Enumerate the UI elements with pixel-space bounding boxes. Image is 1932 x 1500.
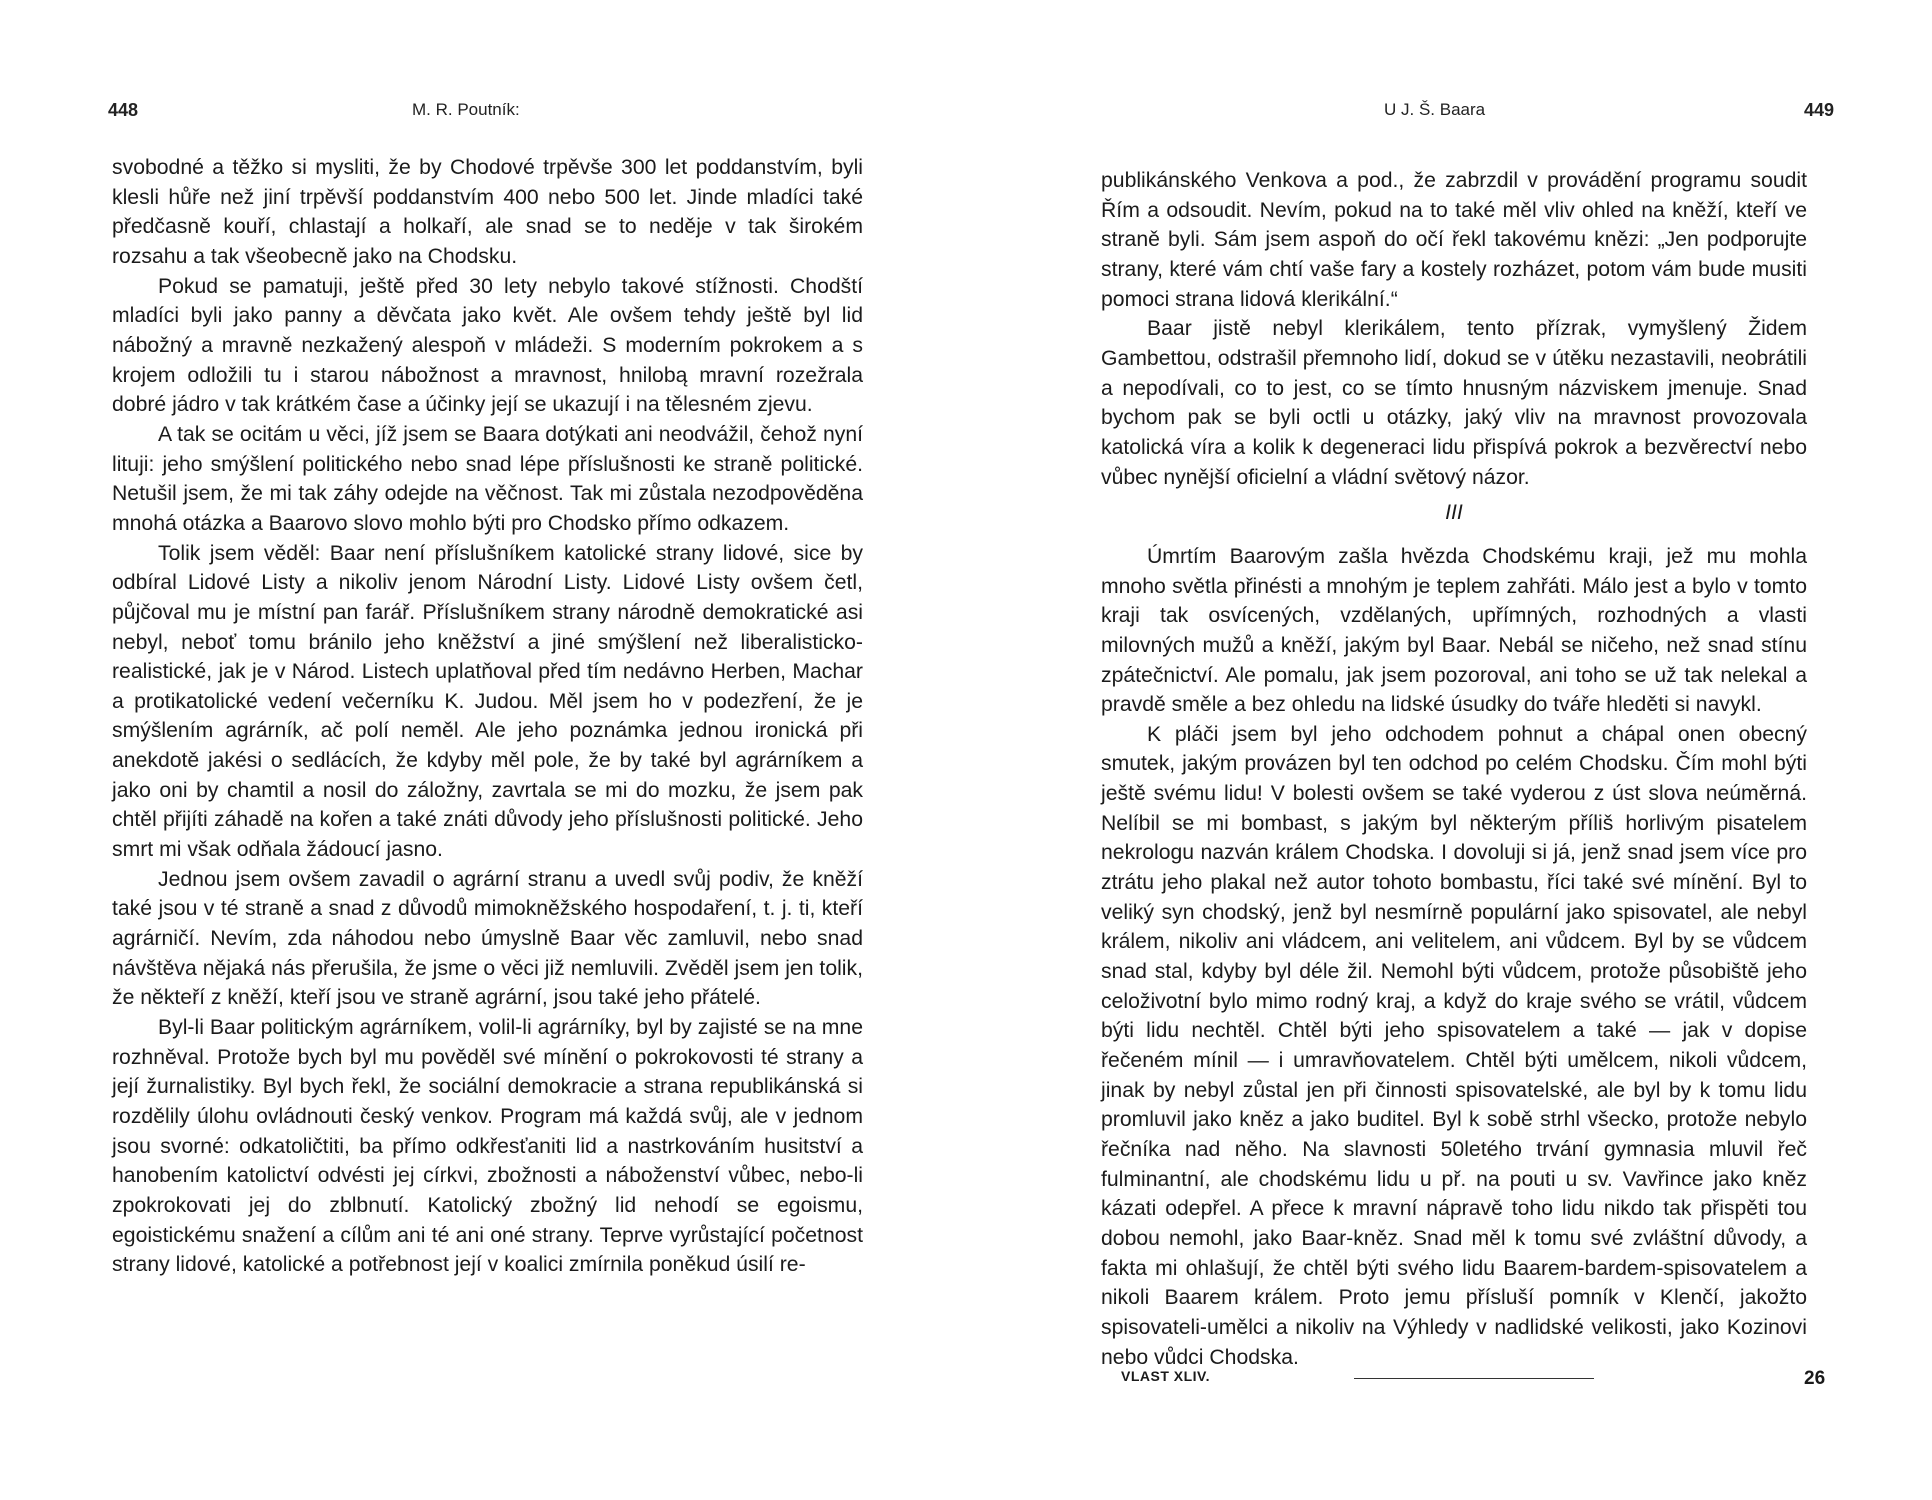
right-running-head: U J. Š. Baara — [1384, 100, 1486, 119]
left-paragraph-1: svobodné a těžko si mysliti, že by Chodové trpěvše 300 let poddanstvím, byli klesli hůře než jiní trpěvší poddanstvím 400 nebo 500 let. Jinde mladíci také předčasně kouří, chlastají a holkaří, ale snad se to neděje v tak širokém rozsahu a tak všeobecně jako na Chodsku. — [112, 156, 863, 268]
left-paragraph-5: Jednou jsem ovšem zavadil o agrární stranu a uvedl svůj podiv, že kněží také jsou v té straně a snad z důvodů mimokněžského hospodaření, t. j. ti, kteří agrárničí. Nevím, zda náhodou nebo úmyslně Baar věc zamluvil, nebo snad návštěva nějaká nás přerušila, že jsme o věci již nemluvili. Zvěděl jsem jen tolik, že někteří z kněží, kteří jsou ve straně agrární, jsou také jeho přátelé. — [112, 867, 863, 1010]
left-paragraph-2: Pokud se pamatuji, ještě před 30 lety nebylo takové stížnosti. Chodští mladíci byli jako panny a děvčata jako květ. Ale ovšem tehdy ještě byl lid nábožný a mravně nezkažený alespoň v mládeži. S moderním pokrokem a s krojem odložili tu i starou nábožnost a mravnost, hnilobą mravní rozežrala dobré jádro v tak krátkém čase a účinky její se ukazují i na tělesném zjevu. — [112, 274, 863, 417]
section-break-numeral: III — [1445, 501, 1463, 525]
footer-rule — [1354, 1378, 1594, 1379]
left-paragraph-4: Tolik jsem věděl: Baar není příslušníkem katolické strany lidové, sice by odbíral Lidové Listy a nikoliv jenom Národní Listy. Lidové Listy ovšem četl, půjčoval mu je místní pan farář. Příslušníkem strany národně demokratické asi nebyl, neboť tomu bránilo jeho kněžství a jiné smýšlení než liberalisticko-realistické, jak je v Národ. Listech uplatňoval před tím nedávno Herben, Machar a protikatolické vedení večerníku K. Judou. Měl jsem ho v podezření, že je smýšlením agrárník, ač polí neměl. Ale jeho poznámka jednou ironická při anekdotě jakési o sedlácích, že kdyby měl pole, že by také byl agrárníkem a jako oni by chamtil a nosil do záložny, zavrtala se mi do mozku, že jsem pak chtěl přijíti záhadě na kořen a také znáti důvody jeho příslušnosti politické. Jeho smrt mi však odňala žádoucí jasno. — [112, 541, 863, 862]
left-page-number: 448 — [108, 100, 139, 120]
sheet-number: 26 — [1804, 1368, 1826, 1389]
right-paragraph-2: Baar jistě nebyl klerikálem, tento přízrak, vymyšlený Židem Gambettou, odstrašil přemnoho lidí, dokud se v útěku nezastavili, neobrátili a nepodívali, co to jest, co se tímto hnusným názviskem jmenuje. Snad bychom pak se byli octli u otázky, jaký vliv na mravnost provozovala katolická víra a kolik k degeneraci lidu přispívá pokrok a bezvěrectví nebo vůbec nynější oficielní a vládní světový názor. — [1101, 317, 1807, 489]
left-running-head: M. R. Poutník: — [412, 100, 520, 119]
right-text-column — [1101, 166, 1807, 1372]
right-paragraph-3: Úmrtím Baarovým zašla hvězda Chodskému kraji, jež mu mohla mnoho světla přinésti a mnohým je teplem zahřáti. Málo jest a bylo v tomto kraji tak osvícených, vzdělaných, upřímných, rozhodných a vlasti milovných mužů a kněží, jakým byl Baar. Nebál se ničeho, než snad stínu zpátečnictví. Ale pomalu, jak jsem pozoroval, ani toho se už tak nelekal a pravdě směle a bez ohledu na lidské úsudky do tváře hleděti si navykl. — [1101, 544, 1807, 717]
sheet-signature: VLAST XLIV. — [1121, 1368, 1211, 1384]
right-page-number: 449 — [1804, 100, 1835, 120]
right-page — [966, 0, 1932, 1500]
left-paragraph-6: Byl-li Baar politickým agrárníkem, volil-li agrárníky, byl by zajisté se na mne rozhněval. Protože bych byl mu pověděl své mínění o pokrokovosti té strany a její žurnalistiky. Byl bych řekl, že sociální demokracie a strana republikánská si rozdělily úlohu ovládnouti český venkov. Program má každá svůj, ale v jednom jsou svorné: odkatoličtiti, ba přímo odkřesťaniti lid a nastrkováním husitství a hanobením katolictví odvésti jej církvi, zbožnosti a náboženství vůbec, nebo-li zpokrokovati jej do zblbnutí. Katolický zbožný lid nehodí se egoismu, egoistickému snažení a cílům ani té ani oné strany. Teprve vyrůstající početnost strany lidové, katolické a potřebnost její v koalici zmírnila poněkud úsilí re- — [112, 1016, 863, 1277]
right-paragraph-4: K pláči jsem byl jeho odchodem pohnut a chápal onen obecný smutek, jakým provázen byl ten odchod po celém Chodsku. Čím mohl býti ještě svému lidu! V bolesti ovšem se také vyderou z úst slova neúměrná. Nelíbil se mi bombast, s jakým byl některým příliš horlivým pisatelem nekrologu nazván králem Chodska. I dovoluji si já, jenž snad jsem více pro ztrátu jeho plakal než autor tohoto bombastu, říci také své mínění. Byl to veliký syn chodský, jenž byl nesmírně populární jako spisovatel, ale nebyl králem, nikoliv ani vládcem, ani velitelem, ani vůdcem. Byl by se vůdcem snad stal, kdyby byl déle žil. Nemohl býti vůdcem, protože působiště jeho celoživotní bylo mimo rodný kraj, a když do kraje svého se vrátil, vůdcem býti lidu nechtěl. Chtěl býti jeho spisovatelem a také — jak v dopise řečeném mínil — i umravňovatelem. Chtěl býti umělcem, nikoli vůdcem, jinak by nebyl zůstal jen při činnosti spisovatelské, ale byl by k tomu lidu promluvil jako kněz a jako buditel. Byl k sobě strhl všecko, protože nebylo řečníka nad něho. Na slavnosti 50letého trvání gymnasia mluvil řeč fulminantní, ale chodskému lidu u př. na pouti u sv. Vavřince jako kněz kázati odepřel. A přece k mravní nápravě toho lidu nikdo tak přispěti tou dobou nemohl, jako Baar-kněz. Snad měl k tomu své zvláštní důvody, a fakta mi ohlašují, že chtěl býti svého lidu Baarem-bardem-spisovatelem a nikoli Baarem králem. Proto jemu přísluší pomník v Klenčí, jakožto spisovateli-umělci a nikoliv na Výhledy v nadlidské velikosti, jako Kozinovi nebo vůdci Chodska. — [1101, 722, 1807, 1369]
right-paragraph-1: publikánského Venkova a pod., že zabrzdil v provádění programu soudit Řím a odsoudit. Nevím, pokud na to také měl vliv ohled na kněží, kteří ve straně byli. Sám jsem aspoň do očí řekl takovému knězi: „Jen podporujte strany, které vám chtí vaše fary a kostely rozházet, potom vám bude musiti pomoci strana lidová klerikální.“ — [1101, 169, 1807, 311]
left-text-column — [112, 153, 863, 1280]
left-paragraph-3: A tak se ocitám u věci, jíž jsem se Baara dotýkati ani neodvážil, čehož nyní lituji: jeho smýšlení politického nebo snad lépe příslušnosti ke straně politické. Netušil jsem, že mi tak záhy odejde na věčnost. Tak mi zůstala nezodpověděna mnohá otázka a Baarovo slovo mohlo býti pro Chodsko přímo odkazem. — [112, 422, 863, 535]
